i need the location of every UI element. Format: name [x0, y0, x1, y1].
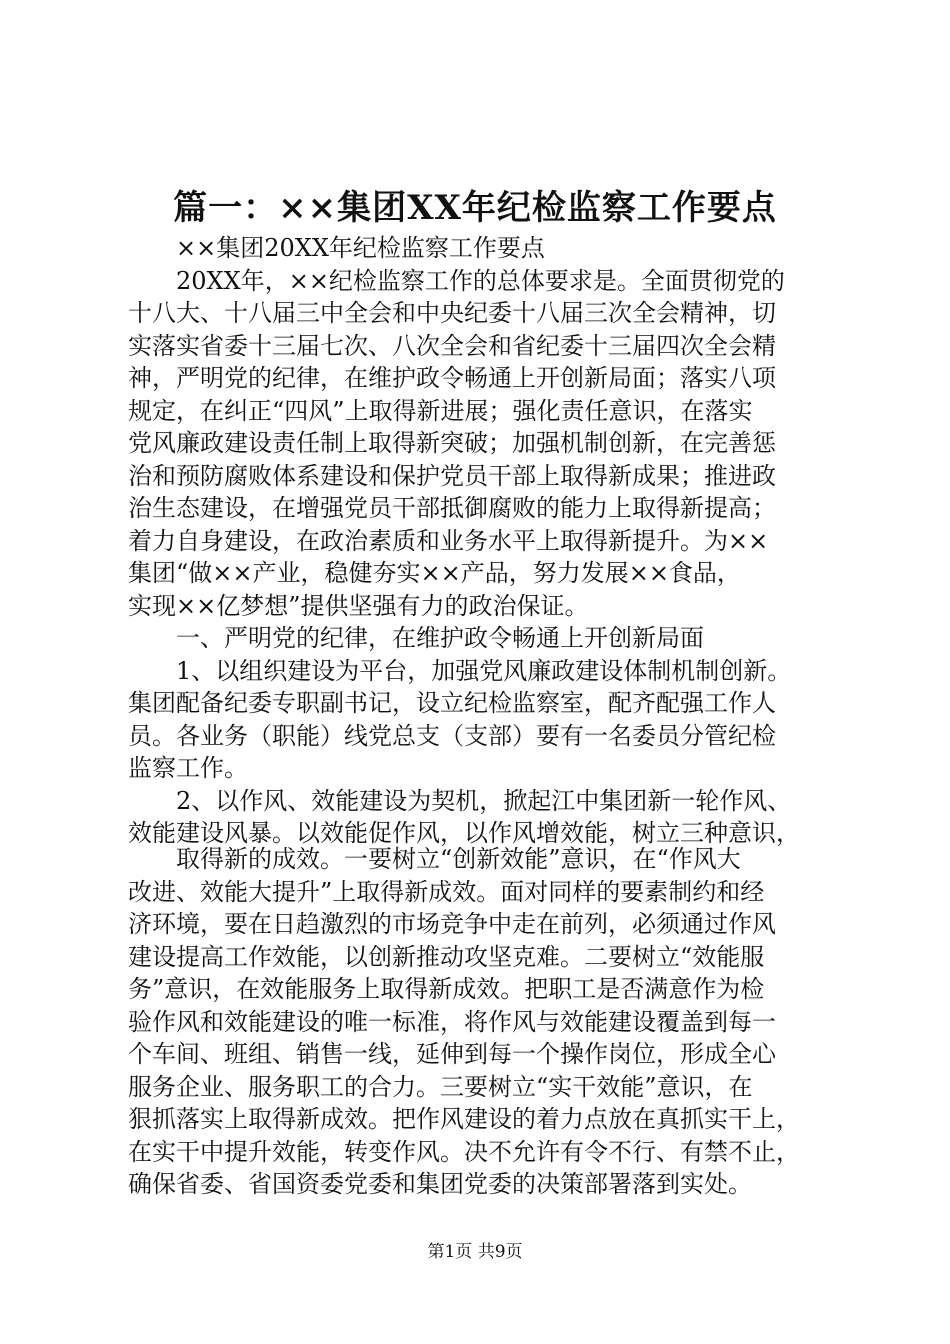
paragraph-line: 在实干中提升效能，转变作风。决不允许有令不行、有禁不止， [128, 1137, 800, 1166]
paragraph-line: 员。各业务（职能）线党总支（支部）要有一名委员分管纪检 [128, 721, 776, 750]
paragraph-line: 实落实省委十三届七次、八次全会和省纪委十三届四次全会精 [128, 331, 776, 360]
paragraph-line: 效能建设风暴。以效能促作风，以作风增效能，树立三种意识， [128, 819, 800, 847]
body-block-1 [128, 232, 840, 850]
paragraph-line: 济环境，要在日趋激烈的市场竞争中走在前列，必须通过作风 [128, 910, 776, 938]
paragraph-line: 十八大、十八届三中全会和中央纪委十八届三次全会精神，切 [128, 299, 776, 327]
page-footer: 第1页 共9页 [427, 1242, 523, 1262]
document-title: 篇一：××集团XX年纪检监察工作要点 [173, 188, 777, 228]
paragraph-line: 20XX年，××纪检监察工作的总体要求是。全面贯彻党的 [176, 266, 785, 295]
paragraph-line: 确保省委、省国资委党委和集团党委的决策部署落到实处。 [128, 1170, 752, 1198]
paragraph-line: 集团配备纪委专职副书记，设立纪检监察室，配齐配强工作人 [128, 689, 776, 717]
paragraph-line: 狠抓落实上取得新成效。把作风建设的着力点放在真抓实干上， [128, 1105, 800, 1133]
paragraph-line: 服务企业、服务职工的合力。三要树立“实干效能”意识，在 [128, 1072, 753, 1101]
section-heading: 一、严明党的纪律，在维护政令畅通上开创新局面 [176, 624, 704, 652]
paragraph-line: 实现××亿梦想”提供坚强有力的政治保证。 [128, 591, 589, 620]
paragraph-line: 1、以组织建设为平台，加强党风廉政建设体制机制创新。 [176, 656, 792, 685]
paragraph-line: 取得新的成效。一要树立“创新效能”意识，在“作风大 [176, 845, 741, 873]
paragraph-line: 验作风和效能建设的唯一标准，将作风与效能建设覆盖到每一 [128, 1007, 776, 1036]
paragraph-line: 个车间、班组、销售一线，延伸到每一个操作岗位，形成全心 [128, 1040, 776, 1068]
paragraph-line: 集团“做××产业，稳健夯实××产品，努力发展××食品， [128, 559, 741, 587]
body-block-2 [128, 843, 840, 1201]
paragraph-line: 治和预防腐败体系建设和保护党员干部上取得新成果；推进政 [128, 461, 776, 490]
paragraph-line: 改进、效能大提升”上取得新成效。面对同样的要素制约和经 [128, 877, 765, 906]
paragraph-line: 规定，在纠正“四风”上取得新进展；强化责任意识，在落实 [128, 396, 753, 425]
paragraph-line: 神，严明党的纪律，在维护政令畅通上开创新局面；落实八项 [128, 364, 776, 392]
paragraph-line: 务”意识，在效能服务上取得新成效。把职工是否满意作为检 [128, 975, 765, 1003]
paragraph-line: 党风廉政建设责任制上取得新突破；加强机制创新，在完善惩 [128, 429, 776, 457]
paragraph-line: 监察工作。 [128, 754, 248, 782]
subtitle-line: ××集团20XX年纪检监察工作要点 [176, 234, 545, 262]
paragraph-line: 建设提高工作效能，以创新推动攻坚克难。二要树立“效能服 [128, 942, 765, 971]
paragraph-line: 治生态建设，在增强党员干部抵御腐败的能力上取得新提高； [128, 494, 776, 522]
paragraph-line: 2、以作风、效能建设为契机，掀起江中集团新一轮作风、 [176, 786, 792, 815]
paragraph-line: 着力自身建设，在政治素质和业务水平上取得新提升。为×× [128, 526, 769, 555]
